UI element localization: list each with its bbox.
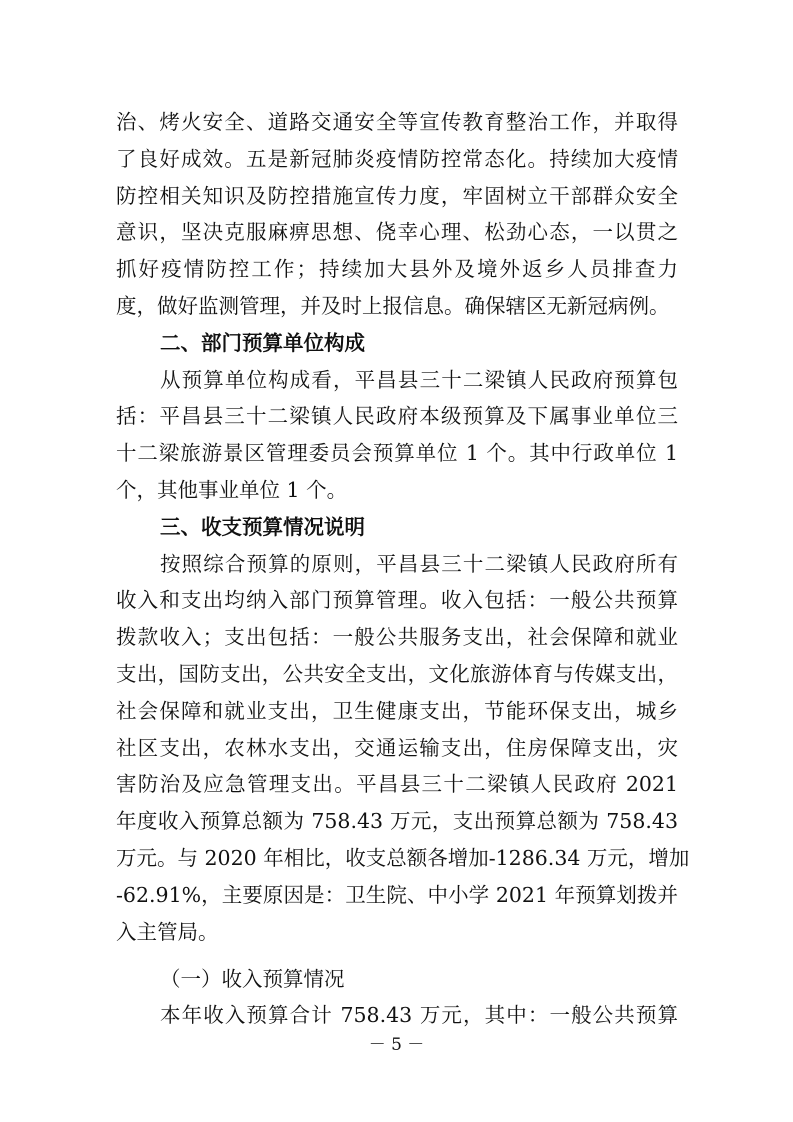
text-line: 从预算单位构成看，平昌县三十二梁镇人民政府预算包 [160, 367, 678, 392]
paragraph-budget-units [116, 362, 678, 509]
document-body [116, 104, 690, 950]
text-line: 万元。与 2020 年相比，收支总额各增加-1286.34 万元，增加 [116, 845, 690, 870]
page-number: － 5 － [368, 1035, 425, 1055]
text-line: 按照综合预算的原则，平昌县三十二梁镇人民政府所有 [160, 551, 678, 576]
text-line: 年度收入预算总额为 758.43 万元，支出预算总额为 758.43 [116, 809, 678, 834]
text-line: 了良好成效。五是新冠肺炎疫情防控常态化。持续加大疫情 [116, 146, 678, 171]
text-line: 社会保障和就业支出，卫生健康支出，节能环保支出，城乡 [116, 698, 678, 723]
text-line: -62.91%，主要原因是：卫生院、中小学 2021 年预算划拨并 [116, 882, 678, 907]
section-heading-budget-units: 二、部门预算单位构成 [160, 330, 365, 355]
text-line: 十二梁旅游景区管理委员会预算单位 1 个。其中行政单位 1 [116, 441, 678, 466]
text-line: 度，做好监测管理，并及时上报信息。确保辖区无新冠病例。 [116, 293, 670, 318]
text-line: 个，其他事业单位 1 个。 [116, 477, 348, 502]
text-line: 防控相关知识及防控措施宣传力度，牢固树立干部群众安全 [116, 183, 678, 208]
text-line: 治、烤火安全、道路交通安全等宣传教育整治工作，并取得 [116, 110, 678, 134]
text-line: 害防治及应急管理支出。平昌县三十二梁镇人民政府 2021 [116, 772, 678, 797]
section-heading-revenue-expenditure: 三、收支预算情况说明 [160, 514, 365, 539]
paragraph-revenue-expenditure [116, 546, 690, 951]
text-line: 支出，国防支出，公共安全支出，文化旅游体育与传媒支出， [116, 661, 678, 686]
subheading-revenue-budget: （一）收入预算情况 [160, 967, 345, 991]
text-line: 社区支出，农林水支出，交通运输支出，住房保障支出，灾 [116, 735, 678, 760]
text-line: 括：平昌县三十二梁镇人民政府本级预算及下属事业单位三 [116, 404, 678, 429]
text-line: 抓好疫情防控工作；持续加大县外及境外返乡人员排查力 [116, 257, 678, 282]
text-line: 拨款收入；支出包括：一般公共服务支出，社会保障和就业 [116, 625, 678, 650]
text-line: 意识，坚决克服麻痹思想、侥幸心理、松劲心态，一以贯之 [116, 220, 678, 245]
paragraph-revenue-total: 本年收入预算合计 758.43 万元，其中：一般公共预算 [160, 1003, 678, 1027]
text-line: 收入和支出均纳入部门预算管理。收入包括：一般公共预算 [116, 588, 678, 613]
text-line: 入主管局。 [116, 919, 219, 944]
paragraph-epidemic-control [116, 104, 678, 325]
